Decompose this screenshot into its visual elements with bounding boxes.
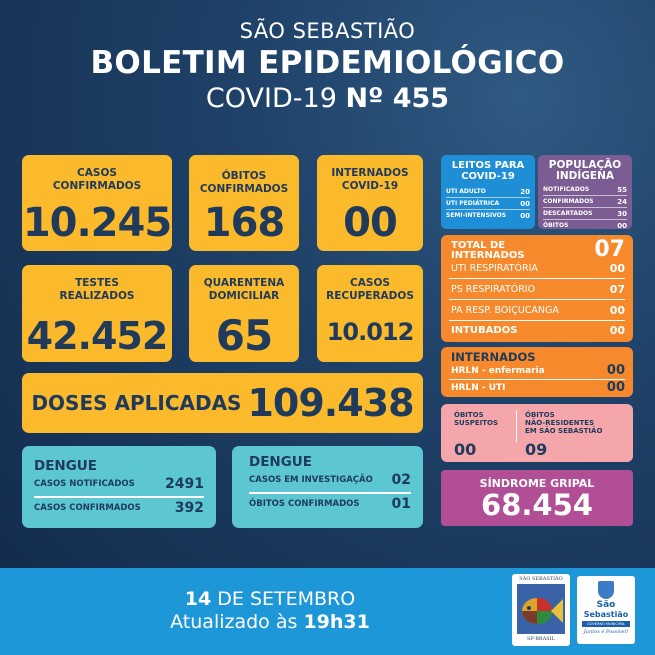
data-row: [451, 324, 625, 337]
data-row: [543, 208, 627, 220]
page-title: BOLETIM EPIDEMIOLÓGICO: [90, 45, 565, 81]
stat-value: 10.245: [22, 200, 172, 246]
row-label: CASOS EM INVESTIGAÇÃO: [249, 475, 373, 485]
row-label: HRLN - enfermaria: [451, 365, 545, 376]
row-label: PS RESPIRATÓRIO: [451, 284, 536, 295]
label-line: DOMICILIAR: [208, 290, 280, 302]
label-line: QUARENTENA: [203, 277, 285, 289]
leitos-rows: [441, 186, 535, 221]
data-row: [446, 210, 530, 221]
label-line: CASOS: [350, 277, 390, 289]
card-title: DENGUE: [34, 458, 97, 474]
footer-text: [120, 588, 420, 634]
label-line: REALIZADOS: [59, 290, 135, 302]
row-value: 392: [174, 500, 204, 516]
row-label: ÓBITOS CONFIRMADOS: [249, 499, 360, 509]
stat-internados-covid: [317, 155, 423, 251]
row-value: 55: [617, 185, 627, 194]
dengue-notificados-card: [22, 446, 216, 528]
row-value: 30: [617, 209, 627, 218]
row-label: UTI ADULTO: [446, 187, 486, 195]
divider: [516, 410, 517, 442]
suspeitos-value: 00: [454, 440, 477, 459]
row-value: 01: [391, 496, 411, 512]
nao-residentes-value: 09: [525, 440, 548, 459]
card-title: [441, 160, 535, 182]
stat-value: 10.012: [326, 318, 414, 346]
row-value: 02: [391, 472, 411, 488]
populacao-indigena-card: [538, 155, 632, 229]
label-line: CONFIRMADOS: [199, 183, 289, 195]
indigena-rows: [538, 184, 632, 231]
total-label: [451, 241, 525, 261]
stat-label: [22, 167, 172, 193]
row-value: 20: [520, 187, 530, 196]
header: [0, 18, 655, 116]
subtitle-prefix: COVID-19: [205, 83, 337, 114]
row-value: 00: [606, 363, 625, 378]
label-line: RECUPERADOS: [326, 290, 414, 302]
data-row: [446, 198, 530, 210]
updated-value: 19h31: [303, 611, 370, 633]
divider: [249, 492, 411, 494]
row-label: PA RESP. BOIÇUCANGA: [451, 305, 559, 316]
leitos-covid-card: [441, 155, 535, 229]
stat-label: [317, 167, 423, 193]
label-line: ÓBITOS: [221, 170, 267, 182]
stat-casos-recuperados: [317, 265, 423, 362]
label-line: TOTAL DE: [451, 240, 506, 251]
updated-time: [120, 611, 420, 634]
stat-label: [22, 277, 172, 303]
stat-value: 00: [343, 200, 397, 246]
stat-quarentena-domiciliar: [189, 265, 299, 362]
row-value: 00: [606, 380, 625, 395]
data-row: [543, 196, 627, 208]
label-line: EM SÃO SEBASTIÃO: [525, 427, 603, 435]
row-label: INTUBADOS: [451, 325, 518, 336]
total-internados-card: [441, 235, 633, 342]
label-line: ÓBITOS: [454, 411, 484, 419]
label-line: SUSPEITOS: [454, 419, 499, 427]
row-value: 00: [520, 211, 530, 220]
row-value: 00: [609, 304, 625, 317]
card-title: [538, 160, 632, 182]
date-day: 14: [184, 588, 212, 610]
card-value: 68.454: [481, 488, 593, 522]
card-title: SÍNDROME GRIPAL: [479, 477, 595, 490]
row-label: UTI PEDIÁTRICA: [446, 199, 500, 207]
fish-emblem-icon: [517, 584, 565, 634]
stat-value: 42.452: [26, 314, 168, 358]
stat-value: 109.438: [247, 381, 414, 425]
row-label: ÓBITOS: [543, 221, 569, 229]
coat-of-arms-icon: [598, 581, 614, 599]
row-value: 00: [609, 324, 625, 337]
row-value: 00: [609, 262, 625, 275]
stat-label: [189, 277, 299, 303]
data-row: [249, 496, 411, 512]
data-row: [34, 500, 204, 516]
stat-label: [189, 170, 299, 196]
data-row: [34, 476, 204, 492]
data-row: [543, 184, 627, 196]
divider: [34, 496, 204, 498]
date-month: DE SETEMBRO: [217, 588, 356, 610]
dengue-investigacao-card: [232, 446, 423, 528]
row-label: UTI RESPIRATÓRIA: [451, 263, 538, 274]
row-value: 07: [609, 283, 625, 296]
card-title: DENGUE: [249, 454, 312, 470]
divider: [449, 278, 625, 279]
label-line: NÃO-RESIDENTES: [525, 419, 595, 427]
logo-text-line: Sebastião: [583, 610, 629, 619]
row-value: 24: [617, 197, 627, 206]
data-row: [451, 304, 625, 317]
prefeitura-logo: [577, 576, 635, 644]
stat-value: 168: [203, 200, 285, 246]
label-line: COVID-19: [341, 180, 399, 192]
data-row: [451, 380, 625, 395]
bulletin-date: [120, 588, 420, 611]
data-row: [446, 186, 530, 198]
stat-label: [317, 277, 423, 303]
stat-casos-confirmados: [22, 155, 172, 251]
row-label: SEMI-INTENSIVOS: [446, 211, 507, 219]
data-row: [249, 472, 411, 488]
total-value: 07: [594, 237, 625, 262]
row-label: HRLN - UTI: [451, 382, 506, 393]
logo-top-text: SÃO SEBASTIÃO: [519, 576, 563, 582]
logo-slogan: Juntos é Possível!: [583, 629, 629, 635]
city-name: SÃO SEBASTIÃO: [239, 19, 416, 43]
label-line: INTERNADOS: [331, 167, 409, 179]
card-title: INTERNADOS: [451, 350, 536, 364]
logo-bottom-text: SP-BRASIL: [527, 636, 555, 642]
title-line: POPULAÇÃO: [548, 159, 622, 171]
data-row: [543, 220, 627, 231]
logo-text-line: São: [596, 600, 616, 610]
bulletin-number: Nº 455: [345, 83, 450, 114]
row-value: 00: [617, 221, 627, 230]
divider: [449, 299, 625, 300]
stat-obitos-confirmados: [189, 155, 299, 251]
suspeitos-label: [454, 411, 498, 427]
bulletin-subtitle: [0, 82, 655, 116]
title-line: COVID-19: [461, 171, 515, 182]
label-line: INTERNADOS: [451, 250, 525, 261]
stat-value: 65: [215, 311, 273, 360]
row-label: NOTIFICADOS: [543, 185, 590, 193]
stat-label: DOSES APLICADAS: [31, 391, 242, 415]
row-label: CONFIRMADOS: [543, 197, 594, 205]
row-label: CASOS NOTIFICADOS: [34, 479, 135, 489]
label-line: TESTES: [75, 277, 119, 289]
obitos-extra-card: [441, 404, 633, 462]
data-row: [451, 262, 625, 275]
city-emblem-logo: [512, 574, 570, 646]
row-label: CASOS CONFIRMADOS: [34, 503, 141, 513]
row-value: 00: [520, 199, 530, 208]
divider: [449, 320, 625, 321]
updated-prefix: Atualizado às: [170, 611, 298, 633]
title-line: LEITOS PARA: [451, 160, 525, 171]
row-label: DESCARTADOS: [543, 209, 593, 217]
row-value: 2491: [165, 476, 204, 492]
label-line: ÓBITOS: [525, 411, 555, 419]
title-line: INDÍGENA: [555, 170, 615, 182]
stat-doses-aplicadas: [22, 373, 423, 433]
nao-residentes-label: [525, 411, 602, 435]
logo-band: GOVERNO MUNICIPAL: [582, 621, 630, 627]
data-row: [451, 363, 625, 378]
label-line: CASOS: [77, 167, 117, 179]
data-row: [451, 283, 625, 296]
stat-testes-realizados: [22, 265, 172, 362]
label-line: CONFIRMADOS: [52, 180, 142, 192]
internados-hrln-card: [441, 347, 633, 397]
sindrome-gripal-card: [441, 470, 633, 526]
